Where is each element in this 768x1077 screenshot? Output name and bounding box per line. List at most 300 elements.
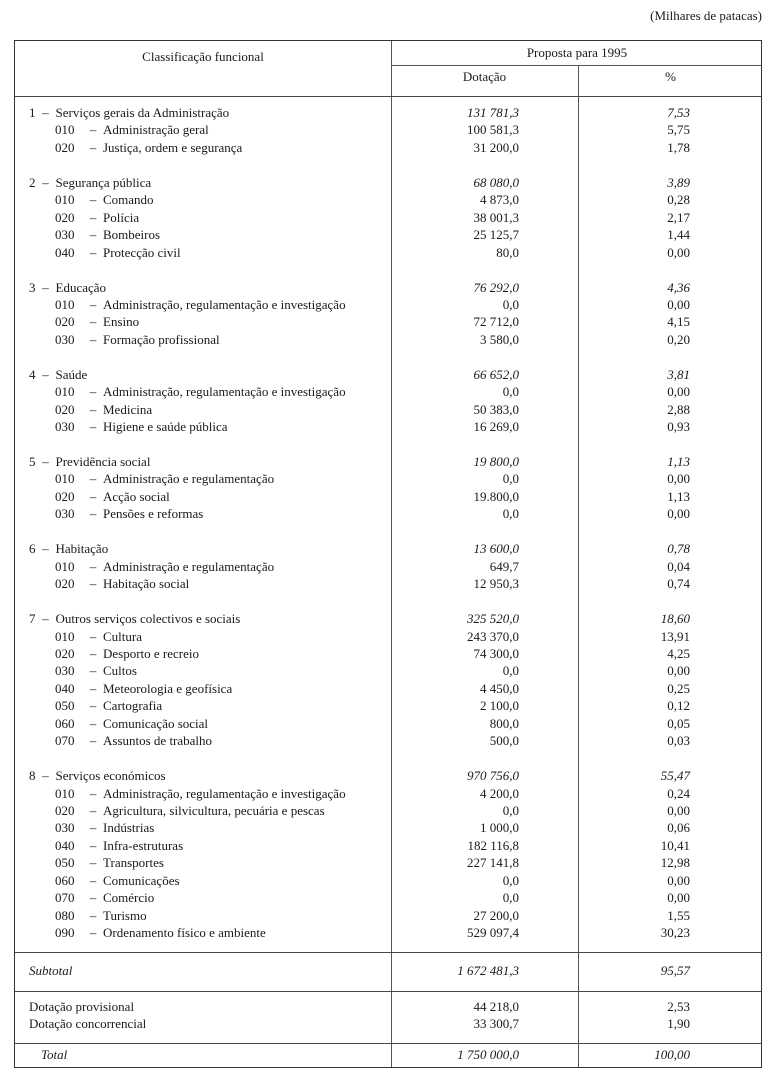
item-label [55,383,346,401]
group-pct: 3,81 [667,366,690,382]
item-pct: 0,04 [667,558,690,574]
item-name: Ensino [103,314,140,330]
subtotal-label: Subtotal [29,963,73,978]
item-label [55,488,170,506]
group-pct: 1,13 [667,454,690,469]
item-dotacao: 2 100,0 [480,698,519,714]
extra-pct: 2,53 [667,999,690,1014]
header-classificacao: Classificação funcional [142,49,264,64]
item-row [15,785,761,803]
header-divider [15,96,761,97]
item-name: Bombeiros [103,227,161,243]
item-row [15,558,761,576]
item-label [55,209,139,227]
group-row [15,453,761,471]
group-number: 4 [29,366,36,382]
item-pct: 4,25 [667,645,690,661]
item-pct: 0,00 [667,296,690,312]
item-label [55,470,274,488]
item-row [15,697,761,715]
item-row [15,121,761,139]
dash: – [89,837,97,853]
item-dotacao: 0,0 [502,506,519,522]
item-pct: 0,05 [667,715,690,731]
item-name: Formação profissional [103,331,220,347]
item-dotacao: 1 000,0 [480,820,519,836]
subtotal-divider-top [15,952,761,953]
item-label [55,802,325,820]
group-row [15,366,761,384]
dash: – [89,785,97,801]
item-pct: 10,41 [660,837,690,853]
item-dotacao: 50 383,0 [473,401,519,417]
group-label [29,540,108,558]
item-pct: 2,88 [667,401,690,417]
item-row [15,418,761,436]
item-dotacao: 72 712,0 [473,314,519,330]
header-percent: % [665,69,676,84]
item-pct: 0,12 [667,698,690,714]
dash: – [89,628,97,644]
item-label [55,121,209,139]
budget-table [14,40,762,1068]
subtotal-row [15,962,761,980]
group-number: 7 [29,611,36,627]
extra-dotacao: 44 218,0 [473,999,519,1014]
item-name: Polícia [103,209,140,225]
item-dotacao: 0,0 [502,384,519,400]
item-row [15,470,761,488]
item-code: 010 [55,192,75,208]
dash: – [89,506,97,522]
item-label [55,854,164,872]
total-row [15,1046,761,1064]
group-dotacao: 131 781,3 [467,105,519,120]
item-label [55,785,346,803]
extra-row [15,1015,761,1033]
item-pct: 1,78 [667,139,690,155]
item-dotacao: 31 200,0 [473,139,519,155]
dash: – [89,244,97,260]
item-dotacao: 4 450,0 [480,680,519,696]
item-label [55,505,203,523]
item-row [15,837,761,855]
item-name: Pensões e reformas [103,506,204,522]
item-dotacao: 0,0 [502,296,519,312]
item-code: 080 [55,907,75,923]
item-label [55,715,208,733]
dash: – [42,454,49,469]
item-code: 010 [55,384,75,400]
dash: – [42,541,49,557]
item-row [15,819,761,837]
item-name: Administração geral [103,122,209,138]
group-label [29,104,229,122]
item-pct: 0,00 [667,506,690,522]
dash: – [89,314,97,330]
dash: – [42,768,49,784]
group-label [29,174,151,192]
item-pct: 0,06 [667,820,690,836]
item-name: Cultura [103,628,142,644]
item-code: 030 [55,663,75,679]
item-dotacao: 800,0 [489,715,519,731]
extra-row [15,998,761,1016]
item-name: Comunicação social [103,715,209,731]
dash: – [89,576,97,592]
group-pct: 7,53 [667,105,690,120]
dash: – [42,174,49,190]
item-name: Comunicações [103,872,180,888]
item-code: 010 [55,471,75,487]
total-pct: 100,00 [654,1047,690,1062]
item-code: 010 [55,296,75,312]
item-row [15,505,761,523]
item-pct: 1,44 [667,227,690,243]
group-dotacao: 68 080,0 [473,174,519,190]
header-proposta: Proposta para 1995 [526,45,628,60]
dash: – [89,384,97,400]
group-row [15,279,761,297]
dash: – [89,925,97,941]
item-label [55,662,137,680]
item-row [15,628,761,646]
item-label [55,819,154,837]
group-dotacao: 970 756,0 [467,768,519,784]
item-name: Cultos [103,663,137,679]
dash: – [89,890,97,906]
subtotal-pct: 95,57 [660,963,690,978]
group-row [15,767,761,785]
item-row [15,575,761,593]
item-label [55,558,274,576]
group-name: Habitação [55,541,109,557]
item-label [55,401,152,419]
item-code: 070 [55,890,75,906]
dash: – [89,401,97,417]
header-subdivider [391,65,761,66]
dash: – [89,558,97,574]
group-number: 5 [29,454,36,469]
item-label [55,889,154,907]
item-pct: 1,55 [667,907,690,923]
item-code: 010 [55,785,75,801]
item-code: 030 [55,331,75,347]
extra-dotacao: 33 300,7 [473,1016,519,1031]
item-pct: 0,03 [667,733,690,749]
item-dotacao: 16 269,0 [473,419,519,435]
item-dotacao: 182 116,8 [467,837,519,853]
group-number: 2 [29,174,36,190]
item-name: Protecção civil [103,244,181,260]
item-label [55,331,220,349]
dash: – [89,872,97,888]
item-pct: 0,00 [667,663,690,679]
item-row [15,331,761,349]
dash: – [89,715,97,731]
item-name: Comércio [103,890,155,906]
item-row [15,924,761,942]
item-code: 020 [55,139,75,155]
dash: – [89,680,97,696]
group-name: Saúde [55,366,88,382]
item-label [55,837,183,855]
item-row [15,139,761,157]
group-name: Outros serviços colectivos e sociais [55,611,241,627]
item-row [15,872,761,890]
item-dotacao: 38 001,3 [473,209,519,225]
item-label [55,872,180,890]
item-label [55,628,142,646]
dash: – [89,663,97,679]
group-name: Segurança pública [55,174,152,190]
item-dotacao: 0,0 [502,471,519,487]
item-pct: 0,00 [667,872,690,888]
item-pct: 0,28 [667,192,690,208]
item-pct: 1,13 [667,488,690,504]
dash: – [89,855,97,871]
group-name: Serviços gerais da Administração [55,105,230,120]
dash: – [89,209,97,225]
item-label [55,697,162,715]
dash: – [89,419,97,435]
item-dotacao: 0,0 [502,890,519,906]
item-dotacao: 0,0 [502,872,519,888]
item-name: Habitação social [103,576,190,592]
total-dotacao: 1 750 000,0 [457,1047,519,1062]
item-pct: 12,98 [660,855,690,871]
item-dotacao: 12 950,3 [473,576,519,592]
item-code: 040 [55,244,75,260]
item-name: Administração e regulamentação [103,558,275,574]
item-label [55,680,232,698]
extra-label: Dotação concorrencial [29,1016,147,1031]
group-pct: 0,78 [667,541,690,557]
item-row [15,401,761,419]
item-code: 020 [55,314,75,330]
group-dotacao: 76 292,0 [473,279,519,295]
item-name: Assuntos de trabalho [103,733,213,749]
item-pct: 0,93 [667,419,690,435]
item-dotacao: 649,7 [489,558,519,574]
item-code: 020 [55,803,75,818]
item-name: Ordenamento físico e ambiente [103,925,266,941]
item-label [55,313,139,331]
item-row [15,907,761,925]
item-dotacao: 0,0 [502,803,519,818]
item-pct: 0,00 [667,244,690,260]
item-pct: 4,15 [667,314,690,330]
item-dotacao: 529 097,4 [467,925,519,941]
item-code: 040 [55,837,75,853]
group-dotacao: 66 652,0 [473,366,519,382]
item-pct: 0,00 [667,890,690,906]
item-pct: 0,20 [667,331,690,347]
item-name: Infra-estruturas [103,837,184,853]
group-name: Serviços económicos [55,768,166,784]
item-name: Indústrias [103,820,155,836]
group-pct: 18,60 [660,611,690,627]
item-row [15,715,761,733]
total-divider [15,1043,761,1044]
item-code: 050 [55,698,75,714]
item-code: 070 [55,733,75,749]
item-row [15,191,761,209]
group-pct: 3,89 [667,174,690,190]
dash: – [89,907,97,923]
item-dotacao: 243 370,0 [467,628,519,644]
item-row [15,802,761,820]
dash: – [89,122,97,138]
units-note: (Milhares de patacas) [650,8,762,23]
item-code: 030 [55,227,75,243]
dash: – [42,611,49,627]
item-label [55,418,228,436]
item-row [15,680,761,698]
item-code: 060 [55,715,75,731]
item-code: 010 [55,628,75,644]
dash: – [89,296,97,312]
dash: – [89,803,97,818]
item-code: 010 [55,558,75,574]
item-dotacao: 227 141,8 [467,855,519,871]
item-pct: 0,74 [667,576,690,592]
group-dotacao: 325 520,0 [467,611,519,627]
item-name: Desporto e recreio [103,645,200,661]
group-name: Previdência social [55,454,151,469]
extra-pct: 1,90 [667,1016,690,1031]
item-code: 020 [55,645,75,661]
group-label [29,279,106,297]
group-pct: 55,47 [660,768,690,784]
item-label [55,296,346,314]
group-row [15,610,761,628]
item-pct: 0,00 [667,803,690,818]
item-pct: 0,00 [667,384,690,400]
item-label [55,732,212,750]
item-dotacao: 500,0 [489,733,519,749]
total-label: Total [41,1047,68,1062]
item-name: Transportes [103,855,164,871]
dash: – [89,331,97,347]
item-name: Comando [103,192,154,208]
item-row [15,313,761,331]
group-number: 6 [29,541,36,557]
item-pct: 0,25 [667,680,690,696]
dash: – [89,733,97,749]
item-label [55,191,154,209]
item-code: 090 [55,925,75,941]
item-dotacao: 4 200,0 [480,785,519,801]
dash: – [89,698,97,714]
item-code: 030 [55,820,75,836]
item-pct: 13,91 [660,628,690,644]
item-row [15,244,761,262]
item-code: 030 [55,506,75,522]
item-name: Justiça, ordem e segurança [103,139,243,155]
item-dotacao: 100 581,3 [467,122,519,138]
item-row [15,645,761,663]
item-dotacao: 25 125,7 [473,227,519,243]
dash: – [89,488,97,504]
item-row [15,889,761,907]
item-dotacao: 74 300,0 [473,645,519,661]
item-row [15,662,761,680]
item-pct: 2,17 [667,209,690,225]
group-dotacao: 19 800,0 [473,454,519,469]
item-name: Administração, regulamentação e investigação [103,296,346,312]
group-row [15,540,761,558]
group-pct: 4,36 [667,279,690,295]
subtotal-divider-bottom [15,991,761,992]
item-name: Cartografia [103,698,163,714]
item-row [15,732,761,750]
group-row [15,174,761,192]
dash: – [89,645,97,661]
item-code: 060 [55,872,75,888]
dash: – [42,105,49,120]
item-pct: 0,00 [667,471,690,487]
item-row [15,488,761,506]
group-number: 8 [29,768,36,784]
group-number: 3 [29,279,36,295]
item-code: 020 [55,488,75,504]
dash: – [89,471,97,487]
item-code: 050 [55,855,75,871]
dash: – [89,227,97,243]
item-label [55,575,189,593]
item-code: 010 [55,122,75,138]
item-code: 020 [55,401,75,417]
dash: – [89,139,97,155]
item-name: Administração, regulamentação e investigação [103,785,346,801]
group-label [29,453,150,471]
dash: – [42,279,49,295]
subtotal-dotacao: 1 672 481,3 [457,963,519,978]
item-label [55,907,147,925]
group-row [15,104,761,122]
item-code: 040 [55,680,75,696]
item-dotacao: 3 580,0 [480,331,519,347]
item-name: Medicina [103,401,153,417]
item-row [15,296,761,314]
item-code: 020 [55,576,75,592]
item-pct: 0,24 [667,785,690,801]
item-code: 020 [55,209,75,225]
item-label [55,244,181,262]
dash: – [42,366,49,382]
group-name: Educação [55,279,107,295]
item-dotacao: 19.800,0 [473,488,519,504]
group-label [29,366,87,384]
item-name: Agricultura, silvicultura, pecuária e pescas [103,803,325,818]
group-label [29,767,166,785]
item-dotacao: 80,0 [496,244,519,260]
item-name: Administração e regulamentação [103,471,275,487]
item-row [15,226,761,244]
header-dotacao: Dotação [462,69,507,84]
item-row [15,383,761,401]
item-name: Turismo [103,907,147,923]
item-pct: 30,23 [660,925,690,941]
item-label [55,645,199,663]
item-dotacao: 0,0 [502,663,519,679]
item-name: Higiene e saúde pública [103,419,228,435]
item-dotacao: 27 200,0 [473,907,519,923]
item-pct: 5,75 [667,122,690,138]
item-name: Meteorologia e geofísica [103,680,233,696]
item-dotacao: 4 873,0 [480,192,519,208]
